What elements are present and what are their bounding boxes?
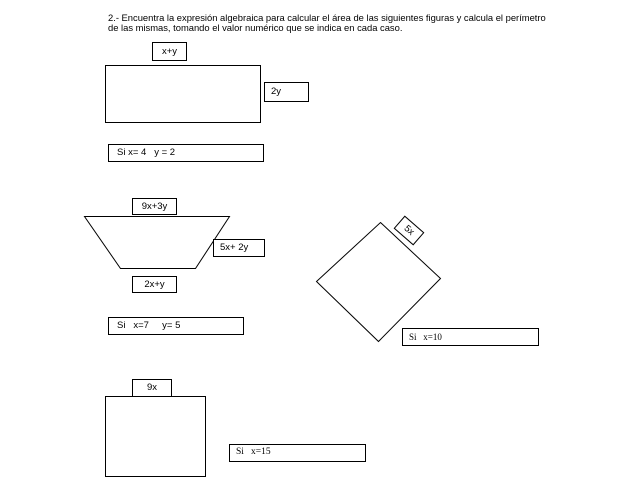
rectangle-shape xyxy=(106,66,261,123)
rectangle-top-label: x+y xyxy=(152,42,187,61)
rotated-square-condition: Si x=10 xyxy=(402,328,539,346)
trapezoid-side-label: 5x+ 2y xyxy=(213,239,265,257)
square-shape xyxy=(106,397,206,477)
square-condition: Si x=15 xyxy=(229,444,366,462)
rotated-square-side-label: 5x xyxy=(394,216,425,246)
trapezoid-top-label: 9x+3y xyxy=(132,198,177,215)
instructions-text: 2.- Encuentra la expresión algebraica para calcular el área de las siguientes figuras y calcula el perímetro de las mismas, tomando el valor numérico que se indica en cada caso. xyxy=(108,12,546,34)
trapezoid-bottom-label: 2x+y xyxy=(132,276,177,293)
rotated-square-shape xyxy=(317,223,441,342)
trapezoid-condition: Si x=7 y= 5 xyxy=(108,317,244,335)
square-top-label: 9x xyxy=(132,379,172,397)
rectangle-condition: Si x= 4 y = 2 xyxy=(108,144,264,162)
trapezoid-shape xyxy=(85,217,230,269)
rectangle-side-label: 2y xyxy=(264,82,309,102)
